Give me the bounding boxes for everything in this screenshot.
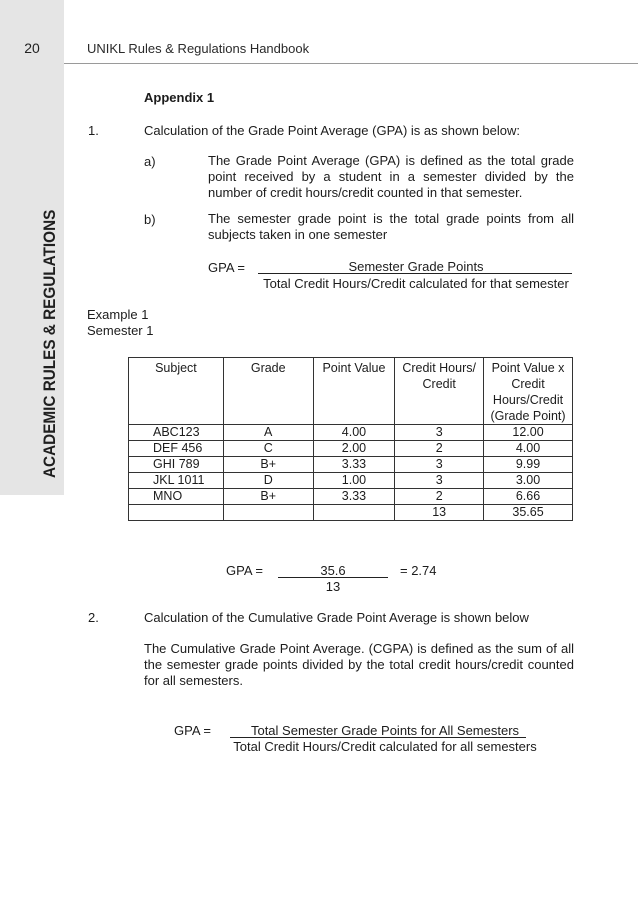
header-title: UNIKL Rules & Regulations Handbook bbox=[87, 41, 310, 56]
cell-grade-point: 4.00 bbox=[484, 441, 573, 457]
table-row bbox=[129, 441, 573, 457]
side-tab-title: ACADEMIC RULES & REGULATIONS bbox=[40, 209, 59, 478]
appendix-title: Appendix 1 bbox=[144, 90, 215, 105]
cell-subject: GHI 789 bbox=[129, 457, 224, 473]
table-row bbox=[129, 473, 573, 489]
cell-credit: 2 bbox=[395, 441, 484, 457]
cgpa-formula-denominator: Total Credit Hours/Credit calculated for all semesters bbox=[233, 739, 537, 754]
gpa-formula-denominator: Total Credit Hours/Credit calculated for that semester bbox=[263, 276, 569, 291]
item-a-text: The Grade Point Average (GPA) is defined as the total grade point received by a student in a semester divided by the number of credit hours/credit counted in that semester. bbox=[208, 153, 574, 200]
table-total-row bbox=[129, 505, 573, 521]
cell-grade-point: 6.66 bbox=[484, 489, 573, 505]
cell-point-value: 3.33 bbox=[313, 457, 395, 473]
cgpa-definition: The Cumulative Grade Point Average. (CGPA) is defined as the sum of all the semester grade points divided by the total credit hours/credit counted for all semesters. bbox=[144, 641, 574, 688]
table-row bbox=[129, 457, 573, 473]
header-grade-point: Point Value x Credit Hours/Credit (Grade Point) bbox=[484, 358, 573, 425]
item-b-label: b) bbox=[144, 212, 156, 227]
cell-credit: 3 bbox=[395, 425, 484, 441]
section-1-number: 1. bbox=[88, 123, 99, 138]
cell-grade-point: 9.99 bbox=[484, 457, 573, 473]
cgpa-formula-fraction-line bbox=[230, 737, 526, 738]
cell-grade: C bbox=[223, 441, 313, 457]
cell-subject: DEF 456 bbox=[129, 441, 224, 457]
header-credit-hours: Credit Hours/ Credit bbox=[395, 358, 484, 425]
cell-subject: ABC123 bbox=[129, 425, 224, 441]
item-a-label: a) bbox=[144, 154, 156, 169]
header-grade: Grade bbox=[223, 358, 313, 425]
cell-grade: B+ bbox=[223, 457, 313, 473]
header-divider bbox=[64, 63, 638, 64]
cell-point-value: 2.00 bbox=[313, 441, 395, 457]
gpa-formula-lhs: GPA = bbox=[208, 260, 245, 275]
table-header-row bbox=[129, 358, 573, 425]
cell-point-value: 3.33 bbox=[313, 489, 395, 505]
cell-grade bbox=[223, 505, 313, 521]
cell-grade: B+ bbox=[223, 489, 313, 505]
cell-grade: A bbox=[223, 425, 313, 441]
example-gpa-denominator: 13 bbox=[325, 579, 341, 594]
cell-grade-point: 3.00 bbox=[484, 473, 573, 489]
section-2-text: Calculation of the Cumulative Grade Point Average is shown below bbox=[144, 610, 529, 625]
gpa-formula-fraction-line bbox=[258, 273, 572, 274]
cell-credit: 3 bbox=[395, 457, 484, 473]
cell-point-value: 4.00 bbox=[313, 425, 395, 441]
cell-credit: 3 bbox=[395, 473, 484, 489]
cell-total-credit: 13 bbox=[395, 505, 484, 521]
cell-subject: JKL 1011 bbox=[129, 473, 224, 489]
example-gpa-result: = 2.74 bbox=[400, 563, 437, 578]
page-number: 20 bbox=[24, 40, 40, 56]
semester-label: Semester 1 bbox=[87, 323, 154, 338]
cell-grade-point: 12.00 bbox=[484, 425, 573, 441]
cell-point-value bbox=[313, 505, 395, 521]
header-subject: Subject bbox=[129, 358, 224, 425]
cell-total-grade-point: 35.65 bbox=[484, 505, 573, 521]
section-1-text: Calculation of the Grade Point Average (GPA) is as shown below: bbox=[144, 123, 520, 138]
example-label: Example 1 bbox=[87, 307, 149, 322]
cell-subject bbox=[129, 505, 224, 521]
cell-grade: D bbox=[223, 473, 313, 489]
section-2-number: 2. bbox=[88, 610, 99, 625]
cell-point-value: 1.00 bbox=[313, 473, 395, 489]
example-gpa-fraction-line bbox=[278, 577, 388, 578]
item-b-text: The semester grade point is the total grade points from all subjects taken in one semester bbox=[208, 211, 574, 242]
cgpa-formula-lhs: GPA = bbox=[174, 723, 211, 738]
example-gpa-lhs: GPA = bbox=[226, 563, 263, 578]
grade-table bbox=[128, 357, 573, 521]
cell-credit: 2 bbox=[395, 489, 484, 505]
gpa-formula-numerator: Semester Grade Points bbox=[348, 259, 484, 274]
table-row bbox=[129, 425, 573, 441]
example-gpa-numerator: 35.6 bbox=[320, 563, 346, 578]
cell-subject: MNO bbox=[129, 489, 224, 505]
header-point-value: Point Value bbox=[313, 358, 395, 425]
cgpa-formula-numerator: Total Semester Grade Points for All Semesters bbox=[250, 723, 520, 738]
table-row bbox=[129, 489, 573, 505]
